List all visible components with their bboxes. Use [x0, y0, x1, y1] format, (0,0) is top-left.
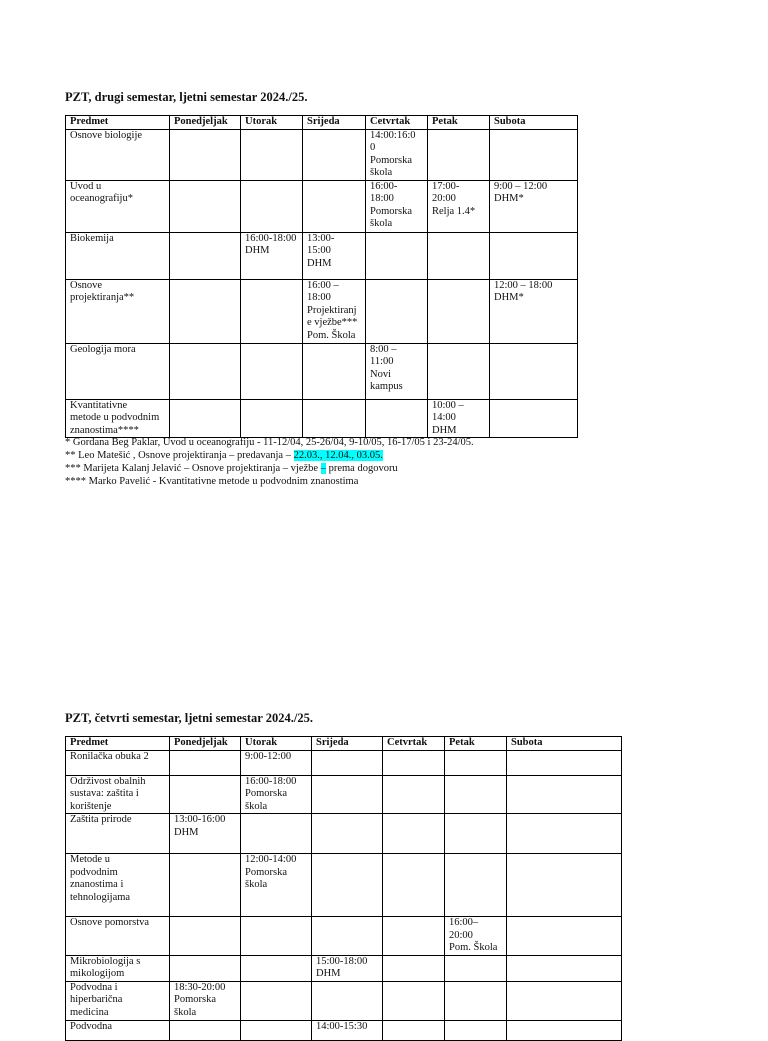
course-name-cell — [66, 399, 170, 438]
schedule-cell — [366, 343, 428, 399]
course-name: Biokemija — [70, 232, 114, 244]
table-row — [66, 814, 622, 854]
schedule-entry: 13:00-16:00 DHM — [174, 814, 226, 838]
schedule-cell — [312, 814, 383, 854]
course-name: Mikrobiologija s mikologijom — [70, 955, 141, 979]
table-row — [66, 1020, 622, 1040]
schedule-cell — [366, 279, 428, 343]
table-row — [66, 981, 622, 1020]
schedule-cell — [241, 955, 312, 981]
schedule-entry: 18:30-20:00 Pomorska škola — [174, 981, 226, 1018]
schedule-cell — [170, 981, 241, 1020]
section1-title: PZT, drugi semestar, ljetni semestar 2024./25. — [65, 90, 308, 104]
schedule-cell — [428, 180, 490, 232]
course-name: Ronilačka obuka 2 — [70, 750, 149, 762]
schedule-entry: 13:00- 15:00 DHM — [307, 232, 335, 269]
schedule-cell — [170, 775, 241, 814]
schedule-cell — [312, 1020, 383, 1040]
column-header: Ponedjeljak — [170, 116, 241, 130]
schedule-cell — [445, 854, 507, 917]
table-row — [66, 750, 622, 775]
schedule-cell — [490, 343, 578, 399]
schedule-cell — [428, 279, 490, 343]
schedule-cell — [445, 917, 507, 956]
schedule-entry: 12:00 – 18:00 DHM* — [494, 279, 553, 303]
schedule-cell — [507, 917, 622, 956]
schedule-entry: 17:00- 20:00 Relja 1.4* — [432, 180, 476, 217]
course-name: Metode u podvodnim znanostima i tehnologijama — [70, 854, 131, 903]
schedule-cell — [445, 1020, 507, 1040]
schedule-cell — [366, 129, 428, 180]
schedule-cell — [507, 981, 622, 1020]
schedule-cell — [490, 129, 578, 180]
table-row — [66, 955, 622, 981]
column-header: Srijeda — [303, 116, 366, 130]
table-row — [66, 180, 578, 232]
schedule-cell — [383, 854, 445, 917]
schedule-cell — [445, 955, 507, 981]
schedule-entry: 16:00 – 18:00 Projektiranj e vježbe*** Pom. Škola — [307, 279, 358, 341]
column-header: Predmet — [66, 116, 170, 130]
course-name: Podvodna — [70, 1020, 112, 1032]
table-row — [66, 232, 578, 279]
schedule-cell — [170, 279, 241, 343]
course-name-cell — [66, 981, 170, 1020]
course-name-cell — [66, 814, 170, 854]
schedule-cell — [507, 854, 622, 917]
schedule-entry: 8:00 – 11:00 Novi kampus — [370, 343, 403, 392]
schedule-entry: 16:00-18:00 Pomorska škola — [245, 775, 297, 812]
table-row — [66, 343, 578, 399]
course-name: Osnove pomorstva — [70, 917, 150, 928]
schedule-cell — [507, 750, 622, 775]
schedule-entry: 15:00-18:00 DHM — [316, 955, 368, 979]
schedule-cell — [490, 279, 578, 343]
schedule-cell — [383, 775, 445, 814]
schedule-cell — [170, 955, 241, 981]
column-header: Ponedjeljak — [170, 737, 241, 751]
schedule-table-semester-4 — [65, 736, 622, 1041]
table-row — [66, 399, 578, 438]
course-name-cell — [66, 129, 170, 180]
course-name: Podvodna i hiperbarična medicina — [70, 981, 123, 1018]
column-header: Petak — [445, 737, 507, 751]
schedule-entry: 14:00:16:0 0 Pomorska škola — [370, 129, 416, 178]
schedule-cell — [383, 1020, 445, 1040]
column-header: Predmet — [66, 737, 170, 751]
course-name: Osnove projektiranja** — [70, 279, 135, 303]
schedule-cell — [170, 399, 241, 438]
schedule-cell — [490, 399, 578, 438]
schedule-cell — [490, 232, 578, 279]
column-header: Subota — [507, 737, 622, 751]
schedule-cell — [241, 232, 303, 279]
schedule-cell — [428, 343, 490, 399]
schedule-cell — [383, 955, 445, 981]
schedule-cell — [445, 814, 507, 854]
course-name: Zaštita prirode — [70, 814, 132, 825]
course-name-cell — [66, 750, 170, 775]
schedule-cell — [170, 854, 241, 917]
schedule-cell — [428, 399, 490, 438]
course-name-cell — [66, 955, 170, 981]
schedule-cell — [312, 854, 383, 917]
schedule-cell — [241, 180, 303, 232]
course-name-cell — [66, 775, 170, 814]
schedule-cell — [383, 750, 445, 775]
schedule-entry: 16:00- 18:00 Pomorska škola — [370, 180, 412, 229]
schedule-cell — [507, 955, 622, 981]
schedule-cell — [170, 232, 241, 279]
highlighted-dates: 22.03., 12.04., 03.05. — [293, 450, 383, 461]
schedule-cell — [490, 180, 578, 232]
schedule-entry: 14:00-15:30 — [316, 1020, 368, 1032]
footnotes — [65, 436, 474, 488]
column-header: Cetvrtak — [383, 737, 445, 751]
schedule-cell — [241, 981, 312, 1020]
table-row — [66, 917, 622, 956]
schedule-cell — [241, 854, 312, 917]
column-header: Subota — [490, 116, 578, 130]
course-name-cell — [66, 917, 170, 956]
schedule-cell — [445, 750, 507, 775]
schedule-cell — [303, 343, 366, 399]
schedule-cell — [383, 917, 445, 956]
section2-title: PZT, četvrti semestar, ljetni semestar 2024./25. — [65, 711, 313, 725]
column-header: Cetvrtak — [366, 116, 428, 130]
course-name-cell — [66, 279, 170, 343]
schedule-cell — [170, 343, 241, 399]
schedule-cell — [312, 750, 383, 775]
course-name-cell — [66, 854, 170, 917]
schedule-cell — [241, 399, 303, 438]
schedule-cell — [303, 180, 366, 232]
schedule-cell — [303, 399, 366, 438]
schedule-cell — [312, 917, 383, 956]
course-name: Održivost obalnih sustava: zaštita i korištenje — [70, 775, 146, 812]
footnote-2: ** Leo Matešić , Osnove projektiranja – predavanja – 22.03., 12.04., 03.05. — [65, 450, 383, 461]
column-header: Utorak — [241, 737, 312, 751]
schedule-cell — [170, 1020, 241, 1040]
schedule-cell — [383, 814, 445, 854]
course-name-cell — [66, 1020, 170, 1040]
table-row — [66, 775, 622, 814]
schedule-cell — [366, 232, 428, 279]
schedule-cell — [445, 775, 507, 814]
course-name-cell — [66, 343, 170, 399]
schedule-cell — [170, 814, 241, 854]
schedule-cell — [241, 129, 303, 180]
schedule-entry: 16:00-18:00 DHM — [245, 232, 297, 256]
schedule-cell — [312, 775, 383, 814]
highlighted-dash: – — [320, 463, 326, 474]
schedule-cell — [241, 1020, 312, 1040]
schedule-cell — [303, 232, 366, 279]
course-name-cell — [66, 232, 170, 279]
schedule-cell — [366, 399, 428, 438]
schedule-cell — [170, 129, 241, 180]
table-row — [66, 854, 622, 917]
schedule-cell — [366, 180, 428, 232]
schedule-cell — [170, 750, 241, 775]
schedule-cell — [383, 981, 445, 1020]
schedule-cell — [428, 232, 490, 279]
schedule-entry: 16:00– 20:00 Pom. Škola — [449, 917, 498, 953]
schedule-cell — [428, 129, 490, 180]
schedule-entry: 9:00-12:00 — [245, 750, 292, 762]
column-header: Srijeda — [312, 737, 383, 751]
schedule-entry: 10:00 – 14:00 DHM — [432, 399, 464, 436]
schedule-cell — [312, 955, 383, 981]
schedule-cell — [312, 981, 383, 1020]
schedule-cell — [241, 750, 312, 775]
schedule-cell — [241, 279, 303, 343]
footnote-3: *** Marijeta Kalanj Jelavić – Osnove projektiranja – vježbe – prema dogovoru — [65, 463, 398, 474]
schedule-cell — [303, 129, 366, 180]
schedule-cell — [445, 981, 507, 1020]
footnote-4: **** Marko Pavelić - Kvantitativne metode u podvodnim znanostima — [65, 476, 359, 487]
schedule-cell — [241, 343, 303, 399]
course-name: Uvod u oceanografiju* — [70, 180, 133, 204]
course-name: Geologija mora — [70, 343, 136, 355]
schedule-cell — [170, 917, 241, 956]
schedule-cell — [170, 180, 241, 232]
schedule-cell — [303, 279, 366, 343]
table-row — [66, 129, 578, 180]
schedule-cell — [241, 814, 312, 854]
table-row — [66, 279, 578, 343]
course-name: Osnove biologije — [70, 129, 143, 141]
table-header-row — [66, 116, 578, 130]
column-header: Petak — [428, 116, 490, 130]
column-header: Utorak — [241, 116, 303, 130]
schedule-table-semester-2 — [65, 115, 578, 438]
footnote-1: * Gordana Beg Paklar, Uvod u oceanografiju - 11-12/04, 25-26/04, 9-10/05, 16-17/05 i 23-24/05. — [65, 437, 474, 448]
schedule-cell — [507, 814, 622, 854]
table-header-row — [66, 737, 622, 751]
schedule-entry: 9:00 – 12:00 DHM* — [494, 180, 548, 204]
schedule-entry: 12:00-14:00 Pomorska škola — [245, 854, 297, 890]
course-name-cell — [66, 180, 170, 232]
schedule-cell — [507, 775, 622, 814]
schedule-cell — [507, 1020, 622, 1040]
course-name: Kvantitativne metode u podvodnim znanostima**** — [70, 399, 160, 436]
schedule-cell — [241, 775, 312, 814]
schedule-cell — [241, 917, 312, 956]
